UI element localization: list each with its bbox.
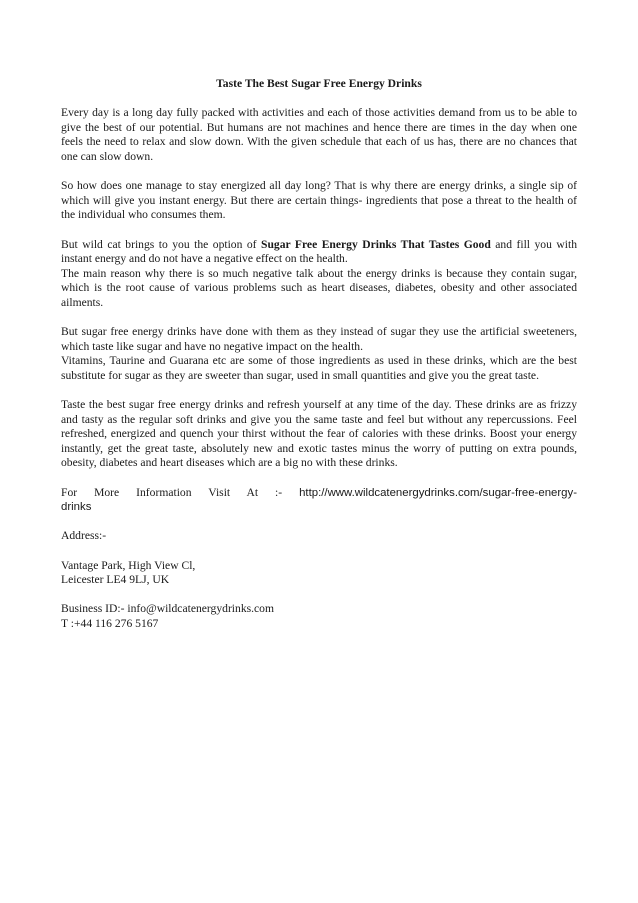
phone-number: T :+44 116 276 5167 xyxy=(61,616,159,630)
paragraph-taste: Taste the best sugar free energy drinks and refresh yourself at any time of the day. These drinks are as frizzy and tasty as the regular soft drinks and give you the same taste and feel but without any repercussions. Feel refreshed, energized and quench your thirst without the fear of calories with these drinks. Boost your energy instantly, get the great taste, absolutely new and exotic tastes minus the worry of putting on extra pounds, obesity, diabetes and heart diseases which are a big no with these drinks. xyxy=(61,398,577,470)
paragraph-spacer xyxy=(61,471,577,486)
address-line-2: Leicester LE4 9LJ, UK xyxy=(61,573,170,587)
paragraph-spacer xyxy=(61,383,577,398)
paragraph-wild-cat xyxy=(61,238,577,267)
paragraph-energy-drinks: So how does one manage to stay energized all day long? That is why there are energy drinks, a single sip of which will give you instant energy. But there are certain things- ingredients that pose a threat to the health of the individual who consumes them. xyxy=(61,179,577,222)
paragraph-spacer xyxy=(61,165,577,180)
paragraph-spacer xyxy=(61,311,577,326)
address-heading: Address:- xyxy=(61,529,107,543)
paragraph-wild-cat-text-end: and fill you with instant energy and do not have a negative effect on the health. xyxy=(61,237,577,266)
more-info-line xyxy=(61,486,577,515)
paragraph-spacer xyxy=(61,515,577,530)
document-page xyxy=(61,77,577,632)
paragraph-ingredients: Vitamins, Taurine and Guarana etc are some of those ingredients as used in these drinks, which are the best substitute for sugar as they are sweeter than sugar, used in small quantities and give you the great taste. xyxy=(61,354,577,382)
paragraph-intro: Every day is a long day fully packed with activities and each of those activities demand from us to be able to give the best of our potential. But humans are not machines and hence there are times in the day when one feels the need to relax and slow down. With the given schedule that each of us has, there are no chances that one can slow down. xyxy=(61,106,577,163)
more-info-link[interactable]: http://www.wildcatenergydrinks.com/sugar-free-energy-drinks xyxy=(61,486,577,514)
paragraph-spacer xyxy=(61,544,577,559)
address-line-1: Vantage Park, High View Cl, xyxy=(61,558,196,572)
business-id: Business ID:- info@wildcatenergydrinks.com xyxy=(61,602,274,616)
paragraph-sweeteners: But sugar free energy drinks have done with them as they instead of sugar they use the artificial sweeteners, which taste like sugar and have no negative impact on the health. xyxy=(61,325,577,353)
paragraph-sugar-problems: The main reason why there is so much negative talk about the energy drinks is because they contain sugar, which is the root cause of various problems such as heart diseases, diabetes, obesity and other associated ailments. xyxy=(61,266,577,309)
product-highlight: Sugar Free Energy Drinks That Tastes Good xyxy=(261,237,491,251)
paragraph-spacer xyxy=(61,588,577,603)
paragraph-spacer xyxy=(61,223,577,238)
document-title: Taste The Best Sugar Free Energy Drinks xyxy=(216,77,422,90)
more-info-label: For More Information Visit At :- xyxy=(61,485,300,499)
paragraph-wild-cat-text-start: But wild cat brings to you the option of xyxy=(61,237,262,251)
